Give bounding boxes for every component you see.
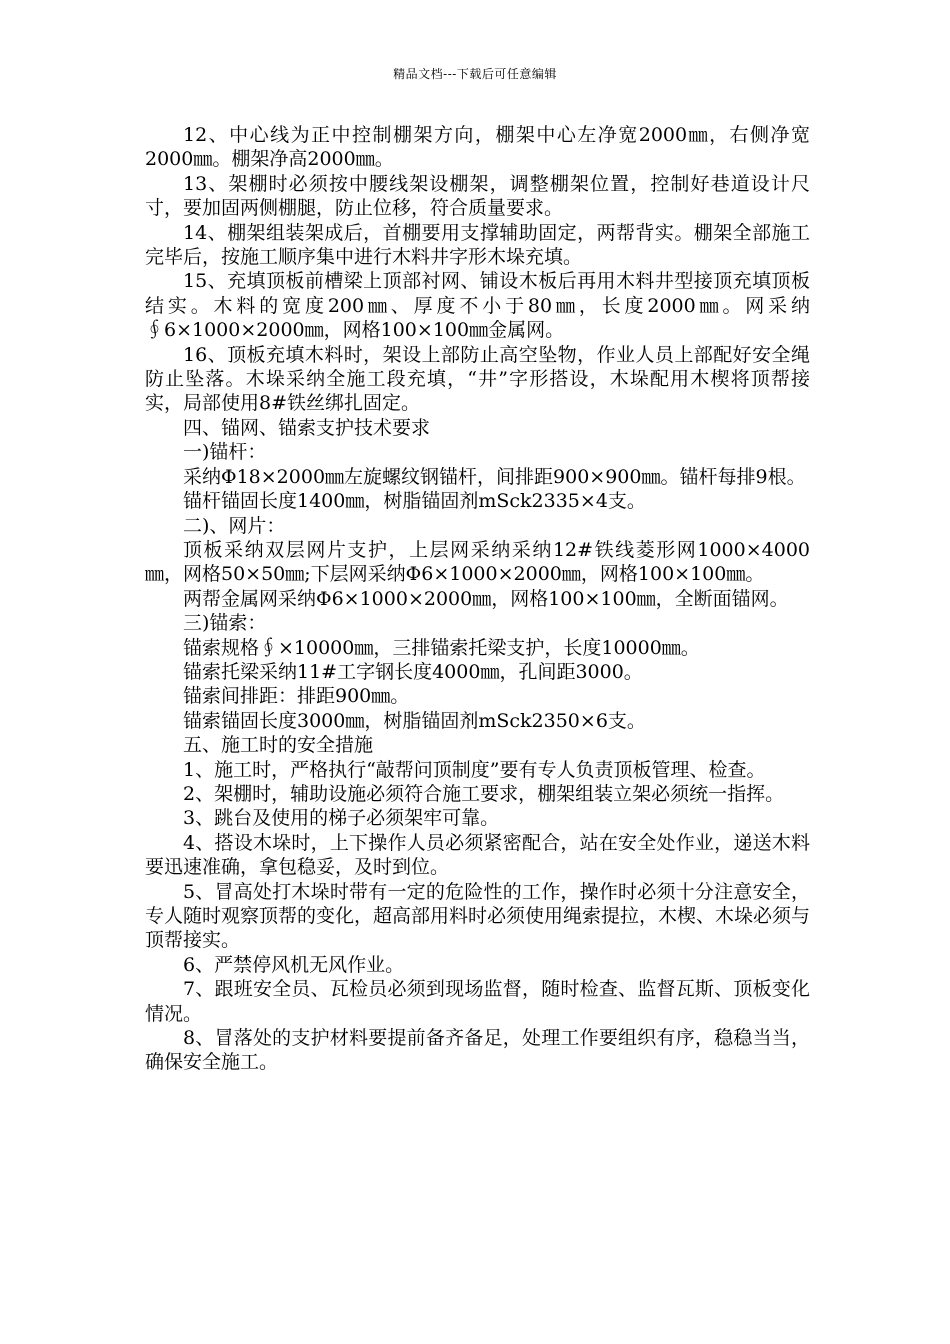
paragraph: 锚索规格∮×10000㎜，三排锚索托梁支护，长度10000㎜。	[183, 636, 700, 659]
paragraph: 12、中心线为正中控制棚架方向，棚架中心左净宽2000㎜，右侧净宽2000㎜。棚架净高2000㎜。	[145, 124, 810, 171]
paragraph: 2、架棚时，辅助设施必须符合施工要求，棚架组装立架必须统一指挥。	[183, 782, 785, 805]
paragraph: 4、搭设木垛时，上下操作人员必须紧密配合，站在安全处作业，递送木料要迅速准确，拿包稳妥，及时到位。	[145, 831, 810, 879]
page-header	[0, 66, 950, 82]
document-body	[145, 123, 810, 1075]
paragraph: 采纳Φ18×2000㎜左旋螺纹钢锚杆，间排距900×900㎜。锚杆每排9根。	[183, 465, 806, 488]
paragraph: 1、施工时，严格执行“敲帮问顶制度”要有专人负责顶板管理、检查。	[183, 758, 766, 781]
paragraph: 6、严禁停风机无风作业。	[183, 953, 405, 976]
paragraph: 锚杆锚固长度1400㎜，树脂锚固剂mSck2335×4支。	[183, 490, 646, 513]
page-header-text: 精品文档---下载后可任意编辑	[393, 67, 557, 81]
paragraph: 锚索托梁采纳11#工字钢长度4000㎜，孔间距3000。	[183, 660, 643, 683]
subsection-heading: 二)、网片：	[183, 514, 286, 537]
paragraph: 3、跳台及使用的梯子必须架牢可靠。	[183, 807, 500, 830]
paragraph: 锚索锚固长度3000㎜，树脂锚固剂mSck2350×6支。	[183, 709, 646, 732]
paragraph: 顶板采纳双层网片支护，上层网采纳采纳12#铁线菱形网1000×4000㎜，网格50×50㎜;下层网采纳Φ6×1000×2000㎜，网格100×100㎜。	[145, 538, 810, 586]
section-heading: 五、施工时的安全措施	[183, 734, 374, 757]
subsection-heading: 一)锚杆：	[183, 441, 267, 464]
paragraph: 16、顶板充填木料时，架设上部防止高空坠物，作业人员上部配好安全绳防止坠落。木垛采纳全施工段充填，“井”字形搭设，木垛配用木楔将顶帮接实，局部使用8#铁丝绑扎固定。	[145, 343, 810, 415]
paragraph: 14、棚架组装架成后，首棚要用支撑辅助固定，两帮背实。棚架全部施工完毕后，按施工顺序集中进行木料井字形木垛充填。	[145, 221, 810, 269]
paragraph: 13、架棚时必须按中腰线架设棚架，调整棚架位置，控制好巷道设计尺寸，要加固两侧棚腿，防止位移，符合质量要求。	[145, 172, 810, 220]
section-heading: 四、锚网、锚索支护技术要求	[183, 416, 431, 439]
subsection-heading: 三)锚索：	[183, 612, 267, 635]
paragraph: 5、冒高处打木垛时带有一定的危险性的工作，操作时必须十分注意安全，专人随时观察顶帮的变化，超高部用料时必须使用绳索提拉，木楔、木垛必须与顶帮接实。	[145, 880, 811, 952]
paragraph: 7、跟班安全员、瓦检员必须到现场监督，随时检查、监督瓦斯、顶板变化情况。	[145, 978, 810, 1025]
paragraph: 锚索间排距：排距900㎜。	[183, 685, 410, 708]
paragraph: 两帮金属网采纳Φ6×1000×2000㎜，网格100×100㎜，全断面锚网。	[183, 587, 789, 610]
paragraph: 15、充填顶板前槽梁上顶部衬网、铺设木板后再用木料井型接顶充填顶板结实。木料的宽度200㎜、厚度不小于80㎜，长度2000㎜。网采纳∮6×1000×2000㎜，网格100×100㎜金属网。	[145, 270, 810, 342]
paragraph: 8、冒落处的支护材料要提前备齐备足，处理工作要组织有序，稳稳当当，确保安全施工。	[145, 1027, 810, 1074]
